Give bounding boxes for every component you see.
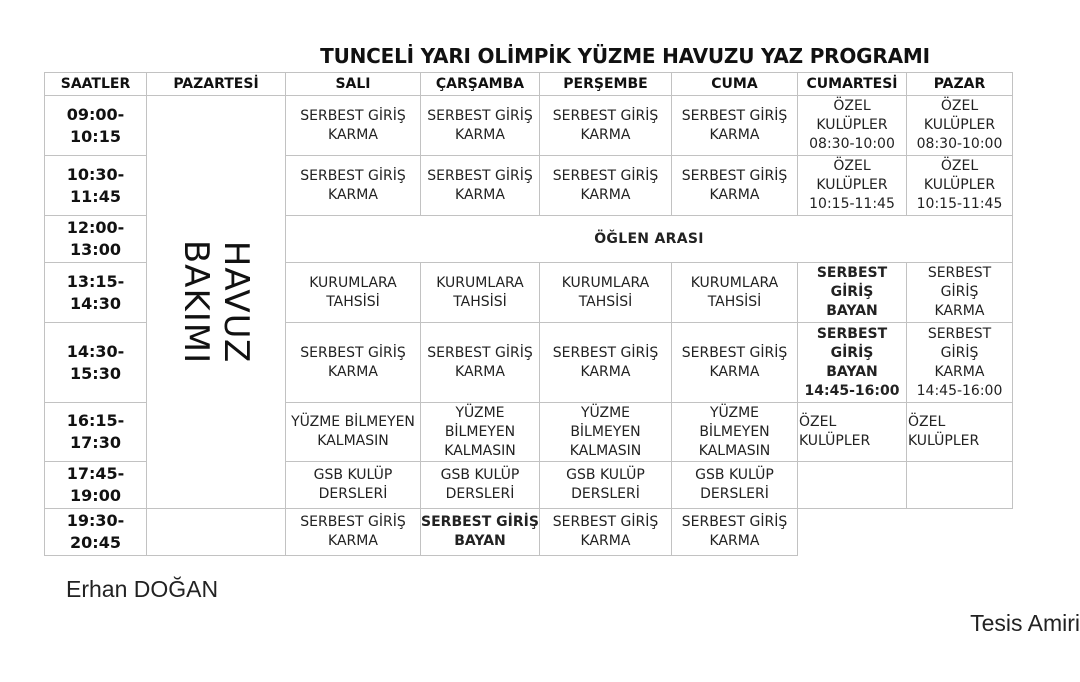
cell-cuma: SERBEST GİRİŞ KARMA bbox=[672, 96, 798, 156]
cell-sali: SERBEST GİRİŞ KARMA bbox=[286, 323, 421, 403]
time-cell: 13:15- 14:30 bbox=[45, 263, 147, 323]
cell-cumartesi: SERBEST GİRİŞ BAYAN 14:45-16:00 bbox=[798, 323, 907, 403]
cell-cumartesi: ÖZEL KULÜPLER bbox=[798, 403, 907, 462]
signature-name: Erhan DOĞAN bbox=[66, 576, 219, 602]
cell-cumartesi: ÖZEL KULÜPLER 10:15-11:45 bbox=[798, 156, 907, 216]
time-cell: 16:15- 17:30 bbox=[45, 403, 147, 462]
cell-cumartesi: ÖZEL KULÜPLER 08:30-10:00 bbox=[798, 96, 907, 156]
cell-pazar: ÖZEL KULÜPLER 08:30-10:00 bbox=[907, 96, 1013, 156]
cell-pazar: SERBEST GİRİŞ KARMA bbox=[907, 263, 1013, 323]
schedule-table bbox=[44, 72, 1013, 556]
header-cumartesi: CUMARTESİ bbox=[798, 73, 907, 96]
cell-persembe: GSB KULÜP DERSLERİ bbox=[540, 462, 672, 509]
time-cell: 09:00- 10:15 bbox=[45, 96, 147, 156]
time-cell: 19:30- 20:45 bbox=[45, 509, 147, 556]
signature-role: Tesis Amiri bbox=[970, 610, 1080, 636]
cell-carsamba: YÜZME BİLMEYEN KALMASIN bbox=[421, 403, 540, 462]
cell-cuma: SERBEST GİRİŞ KARMA bbox=[672, 323, 798, 403]
cell-pazartesi-empty bbox=[147, 509, 286, 556]
header-persembe: PERŞEMBE bbox=[540, 73, 672, 96]
cell-cuma: SERBEST GİRİŞ KARMA bbox=[672, 156, 798, 216]
cell-persembe: SERBEST GİRİŞ KARMA bbox=[540, 96, 672, 156]
cell-carsamba: KURUMLARA TAHSİSİ bbox=[421, 263, 540, 323]
cell-carsamba: SERBEST GİRİŞ KARMA bbox=[421, 96, 540, 156]
cell-cuma: GSB KULÜP DERSLERİ bbox=[672, 462, 798, 509]
cell-pazar: ÖZEL KULÜPLER bbox=[907, 403, 1013, 462]
header-row bbox=[45, 73, 1013, 96]
cell-persembe: KURUMLARA TAHSİSİ bbox=[540, 263, 672, 323]
cell-persembe: SERBEST GİRİŞ KARMA bbox=[540, 156, 672, 216]
cell-cuma: KURUMLARA TAHSİSİ bbox=[672, 263, 798, 323]
header-carsamba: ÇARŞAMBA bbox=[421, 73, 540, 96]
cell-pazar: SERBEST GİRİŞ KARMA 14:45-16:00 bbox=[907, 323, 1013, 403]
cell-sali: SERBEST GİRİŞ KARMA bbox=[286, 96, 421, 156]
cell-pazar-empty bbox=[907, 462, 1013, 509]
header-pazartesi: PAZARTESİ bbox=[147, 73, 286, 96]
time-cell: 14:30- 15:30 bbox=[45, 323, 147, 403]
cell-sali: YÜZME BİLMEYEN KALMASIN bbox=[286, 403, 421, 462]
cell-carsamba: GSB KULÜP DERSLERİ bbox=[421, 462, 540, 509]
time-cell: 12:00- 13:00 bbox=[45, 216, 147, 263]
cell-pazar: ÖZEL KULÜPLER 10:15-11:45 bbox=[907, 156, 1013, 216]
table-row bbox=[45, 96, 1013, 156]
cell-carsamba: SERBEST GİRİŞ BAYAN bbox=[421, 509, 540, 556]
time-cell: 17:45- 19:00 bbox=[45, 462, 147, 509]
cell-persembe: SERBEST GİRİŞ KARMA bbox=[540, 509, 672, 556]
lunch-break-cell: ÖĞLEN ARASI bbox=[286, 216, 1013, 263]
cell-blank bbox=[798, 509, 907, 556]
time-cell: 10:30- 11:45 bbox=[45, 156, 147, 216]
cell-persembe: YÜZME BİLMEYEN KALMASIN bbox=[540, 403, 672, 462]
cell-sali: SERBEST GİRİŞ KARMA bbox=[286, 509, 421, 556]
header-saatler: SAATLER bbox=[45, 73, 147, 96]
monday-maintenance-cell bbox=[147, 96, 286, 509]
header-pazar: PAZAR bbox=[907, 73, 1013, 96]
cell-carsamba: SERBEST GİRİŞ KARMA bbox=[421, 156, 540, 216]
cell-cuma: YÜZME BİLMEYEN KALMASIN bbox=[672, 403, 798, 462]
header-sali: SALI bbox=[286, 73, 421, 96]
cell-sali: GSB KULÜP DERSLERİ bbox=[286, 462, 421, 509]
cell-cumartesi: SERBEST GİRİŞ BAYAN bbox=[798, 263, 907, 323]
header-cuma: CUMA bbox=[672, 73, 798, 96]
table-row bbox=[45, 509, 1013, 556]
cell-sali: SERBEST GİRİŞ KARMA bbox=[286, 156, 421, 216]
cell-sali: KURUMLARA TAHSİSİ bbox=[286, 263, 421, 323]
pool-maintenance-label: HAVUZ BAKIMI bbox=[176, 239, 256, 365]
cell-persembe: SERBEST GİRİŞ KARMA bbox=[540, 323, 672, 403]
cell-carsamba: SERBEST GİRİŞ KARMA bbox=[421, 323, 540, 403]
cell-cumartesi-empty bbox=[798, 462, 907, 509]
cell-blank bbox=[907, 509, 1013, 556]
page-title: TUNCELİ YARI OLİMPİK YÜZME HAVUZU YAZ PROGRAMI bbox=[320, 44, 930, 68]
cell-cuma: SERBEST GİRİŞ KARMA bbox=[672, 509, 798, 556]
